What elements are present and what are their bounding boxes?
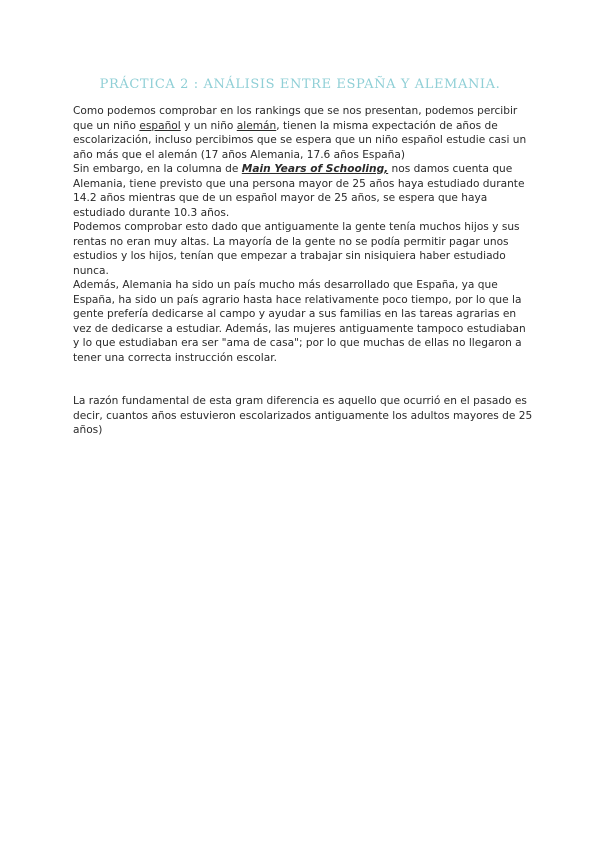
paragraph-development: Además, Alemania ha sido un país mucho más desarrollado que España, ya que España, ha sido un país agrario hasta hace relativamente poco tiempo, por lo que la gente prefería dedicarse al campo y ayudar a sus familias en las tareas agrarias en vez de dedicarse a estudiar. Además, las mujeres antiguamente tampoco estudiaban y lo que estudiaban era ser "ama de casa"; por lo que muchas de ellas no llegaron a tener una correcta instrucción escolar. (73, 279, 526, 364)
paragraph-rankings-text-3: , tienen la misma expectación de años de escolarización, incluso percibimos que se espera que un niño español estudie casi un año más que el alemán (17 años Alemania, 17.6 años España) (73, 119, 527, 161)
paragraph-mean-years (73, 162, 533, 220)
paragraph-mean-years-text-2: nos damos cuenta que Alemania, tiene previsto que una persona mayor de 25 años haya estudiado durante 14.2 años mientras que de un español mayor de 25 años, se espera que haya estudiado durante 10.3 años. (73, 163, 525, 219)
page-title: PRÁCTICA 2 : ANÁLISIS ENTRE ESPAÑA Y ALEMANIA. (99, 77, 501, 92)
paragraph-income: Podemos comprobar esto dado que antiguamente la gente tenía muchos hijos y sus rentas no eran muy altas. La mayoría de la gente no se podía permitir pagar unos estudios y los hijos, tenían que empezar a trabajar sin nisiquiera haber estudiado nunca. (73, 221, 520, 277)
paragraph-rankings-text-1: Como podemos comprobar en los rankings que se nos presentan, podemos percibir que un niño (73, 105, 518, 132)
underlined-word-aleman: alemán (236, 119, 277, 132)
paragraph-rankings (73, 104, 533, 162)
paragraph-mean-years-text-1: Sin embargo, en la columna de (73, 163, 242, 175)
emphasis-main-years-of-schooling: Main Years of Schooling, (241, 163, 389, 175)
paragraph-spacer (73, 365, 533, 394)
paragraph-rankings-text-2: y un niño (180, 119, 237, 132)
underlined-word-espanol: español (139, 119, 181, 132)
paragraph-conclusion: La razón fundamental de esta gram diferencia es aquello que ocurrió en el pasado es decir, cuantos años estuvieron escolarizados antiguamente los adultos mayores de 25 años) (73, 395, 533, 436)
document-body (73, 104, 533, 438)
